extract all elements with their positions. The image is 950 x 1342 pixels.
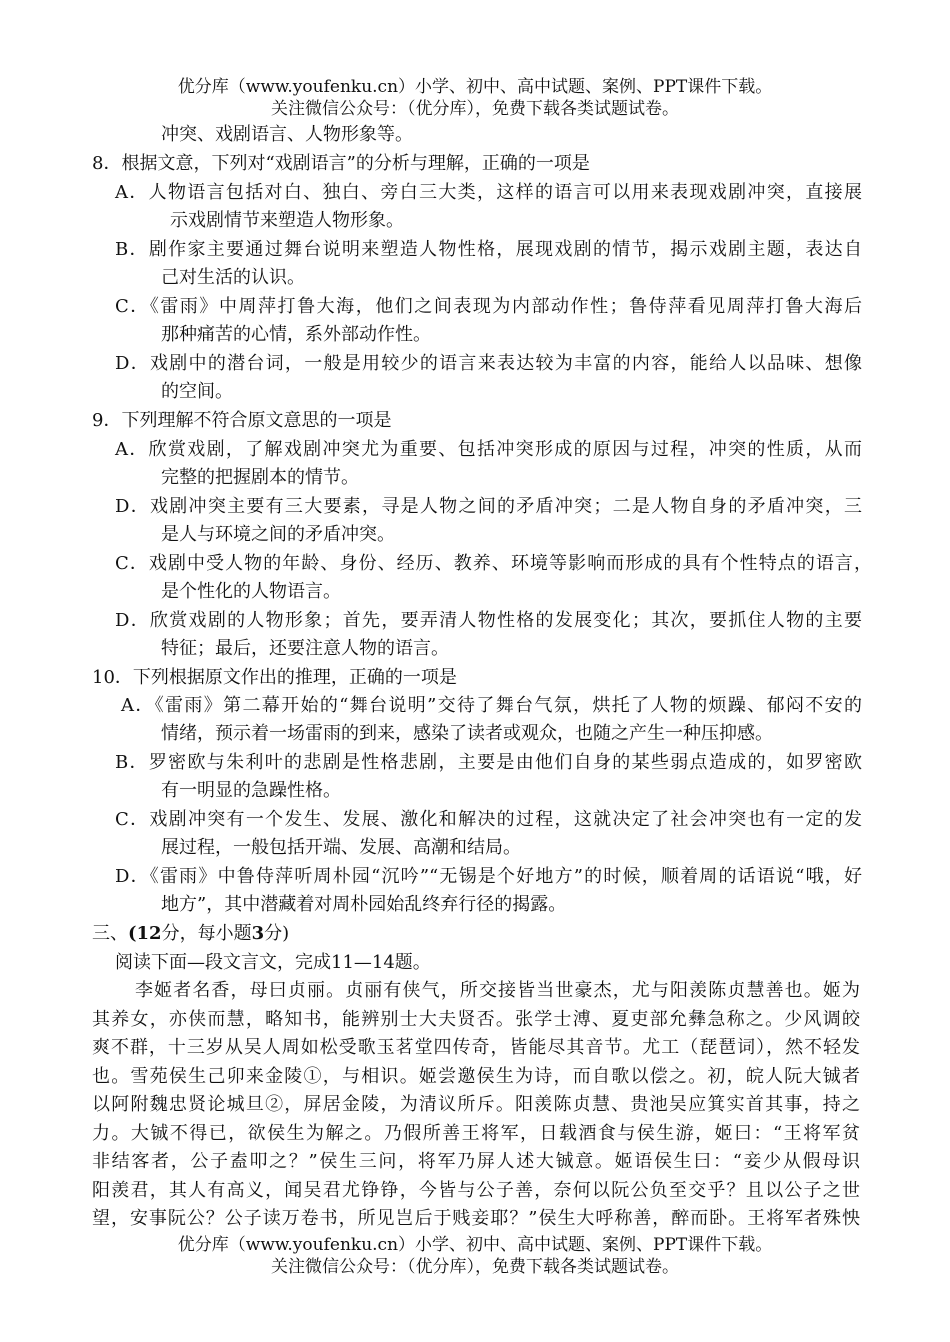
q8-option-b-line2: 己对生活的认识。 bbox=[161, 267, 305, 288]
section-3-heading-mid: 分，每小题 bbox=[161, 923, 252, 944]
q9-option-c-line1: C．戏剧中受人物的年龄、身份、经历、教养、环境等影响而形成的具有个性特点的语言， bbox=[115, 553, 872, 574]
header-line-1: 优分库（www.youfenku.cn）小学、初中、高中试题、案例、PPT课件下载。 bbox=[177, 77, 773, 97]
q8-option-d-line2: 的空间。 bbox=[161, 381, 233, 402]
header-line-2: 关注微信公众号：（优分库），免费下载各类试题试卷。 bbox=[271, 99, 679, 119]
footer-line-1: 优分库（www.youfenku.cn）小学、初中、高中试题、案例、PPT课件下载。 bbox=[177, 1235, 773, 1255]
q10-option-a-line1: A．《雷雨》第二幕开始的“舞台说明”交待了舞台气氛，烘托了人物的烦躁、郁闷不安的 bbox=[121, 695, 862, 716]
passage-line: 其养女，亦侠而慧，略知书，能辨别士大夫贤否。张学士溥、夏吏部允彝急称之。少风调皎 bbox=[92, 1009, 860, 1030]
passage-line: 也。雪苑侯生己卯来金陵①，与相识。姬尝邀侯生为诗，而自歌以偿之。初，皖人阮大铖者 bbox=[92, 1066, 860, 1087]
q8-option-d-line1: D．戏剧中的潜台词，一般是用较少的语言来表达较为丰富的内容，能给人以品味、想像 bbox=[115, 353, 862, 374]
q9-stem: 9．下列理解不符合原文意思的一项是 bbox=[92, 410, 392, 431]
q9-option-d-line2: 特征；最后，还要注意人物的语言。 bbox=[161, 638, 449, 659]
q10-stem: 10．下列根据原文作出的推理，正确的一项是 bbox=[92, 667, 457, 688]
q10-option-c-line2: 展过程，一般包括开端、发展、高潮和结局。 bbox=[161, 837, 521, 858]
section-3-heading-per: 3 bbox=[251, 923, 265, 944]
passage-line: 力。大铖不得已，欲侯生为解之。乃假所善王将军，日载酒食与侯生游，姬曰：“王将军贫 bbox=[92, 1123, 860, 1144]
passage-line: 望，安事阮公？公子读万卷书，所见岂后于贱妾耶？”侯生大呼称善，醉而卧。王将军者殊怏 bbox=[92, 1208, 860, 1229]
q10-option-c-line1: C．戏剧冲突有一个发生、发展、激化和解决的过程，这就决定了社会冲突也有一定的发 bbox=[115, 809, 862, 830]
q9-option-b-line1: D．戏剧冲突主要有三大要素，寻是人物之间的矛盾冲突；二是人物自身的矛盾冲突，三 bbox=[115, 496, 862, 517]
q8-option-c-line1: C．《雷雨》中周萍打鲁大海，他们之间表现为内部动作性；鲁侍萍看见周萍打鲁大海后 bbox=[115, 296, 862, 317]
q10-option-d-line1: D．《雷雨》中鲁侍萍听周朴园“沉吟”“无锡是个好地方”的时候，顺着周的话语说“哦，好 bbox=[115, 866, 862, 887]
section-3-heading-post: 分) bbox=[264, 923, 290, 944]
q8-stem: 8．根据文意，下列对“戏剧语言”的分析与理解，正确的一项是 bbox=[92, 153, 590, 174]
passage-line: 以阿附魏忠贤论城旦②，屏居金陵，为清议所斥。阳羡陈贞慧、贵池吴应箕实首其事，持之 bbox=[92, 1094, 860, 1115]
q9-option-d-line1: D．欣赏戏剧的人物形象；首先，要弄清人物性格的发展变化；其次，要抓住人物的主要 bbox=[115, 610, 862, 631]
footer-line-2: 关注微信公众号：（优分库），免费下载各类试题试卷。 bbox=[271, 1257, 679, 1277]
continuation-text: 冲突、戏剧语言、人物形象等。 bbox=[161, 124, 413, 145]
section-3-instruction: 阅读下面—段文言文，完成11—14题。 bbox=[115, 952, 431, 973]
q8-option-b-line1: B．剧作家主要通过舞台说明来塑造人物性格，展现戏剧的情节，揭示戏剧主题，表达自 bbox=[115, 239, 862, 260]
q9-option-a-line2: 完整的把握剧本的情节。 bbox=[161, 467, 359, 488]
q8-option-a-line1: A．人物语言包括对白、独白、旁白三大类，这样的语言可以用来表现戏剧冲突，直接展 bbox=[115, 182, 862, 203]
passage-line: 阳羡君，其人有高义，闻吴君尤铮铮，今皆与公子善，奈何以阮公负至交乎？且以公子之世 bbox=[92, 1180, 860, 1201]
q10-option-d-line2: 地方”，其中潜藏着对周朴园始乱终弃行径的揭露。 bbox=[161, 894, 567, 915]
q9-option-c-line2: 是个性化的人物语言。 bbox=[161, 581, 341, 602]
passage-line: 爽不群，十三岁从吴人周如松受歌玉茗堂四传奇，皆能尽其音节。尤工（琵琶词），然不轻发 bbox=[92, 1037, 860, 1058]
q10-option-b-line1: B．罗密欧与朱利叶的悲剧是性格悲剧，主要是由他们自身的某些弱点造成的，如罗密欧 bbox=[115, 752, 862, 773]
passage-line: 李姬者名香，母曰贞丽。贞丽有侠气，所交接皆当世豪杰，尤与阳羡陈贞慧善也。姬为 bbox=[135, 980, 860, 1001]
q10-option-b-line2: 有一明显的急躁性格。 bbox=[161, 780, 341, 801]
q9-option-b-line2: 是人与环境之间的矛盾冲突。 bbox=[161, 524, 395, 545]
q8-option-a-line2: 示戏剧情节来塑造人物形象。 bbox=[170, 210, 404, 231]
section-3-heading bbox=[92, 921, 289, 947]
passage-line: 非结客者，公子盍叩之？”侯生三问，将军乃屏人述大铖意。姬语侯生曰：“妾少从假母识 bbox=[92, 1151, 860, 1172]
q8-option-c-line2: 那种痛苦的心情，系外部动作性。 bbox=[161, 324, 431, 345]
q9-option-a-line1: A．欣赏戏剧，了解戏剧冲突尤为重要、包括冲突形成的原因与过程，冲突的性质，从而 bbox=[115, 439, 862, 460]
q10-option-a-line2: 情绪，预示着一场雷雨的到来，感染了读者或观众，也随之产生一种压抑感。 bbox=[161, 723, 773, 744]
section-3-heading-score: (12 bbox=[128, 923, 162, 944]
section-3-heading-pre: 三、 bbox=[92, 923, 128, 944]
